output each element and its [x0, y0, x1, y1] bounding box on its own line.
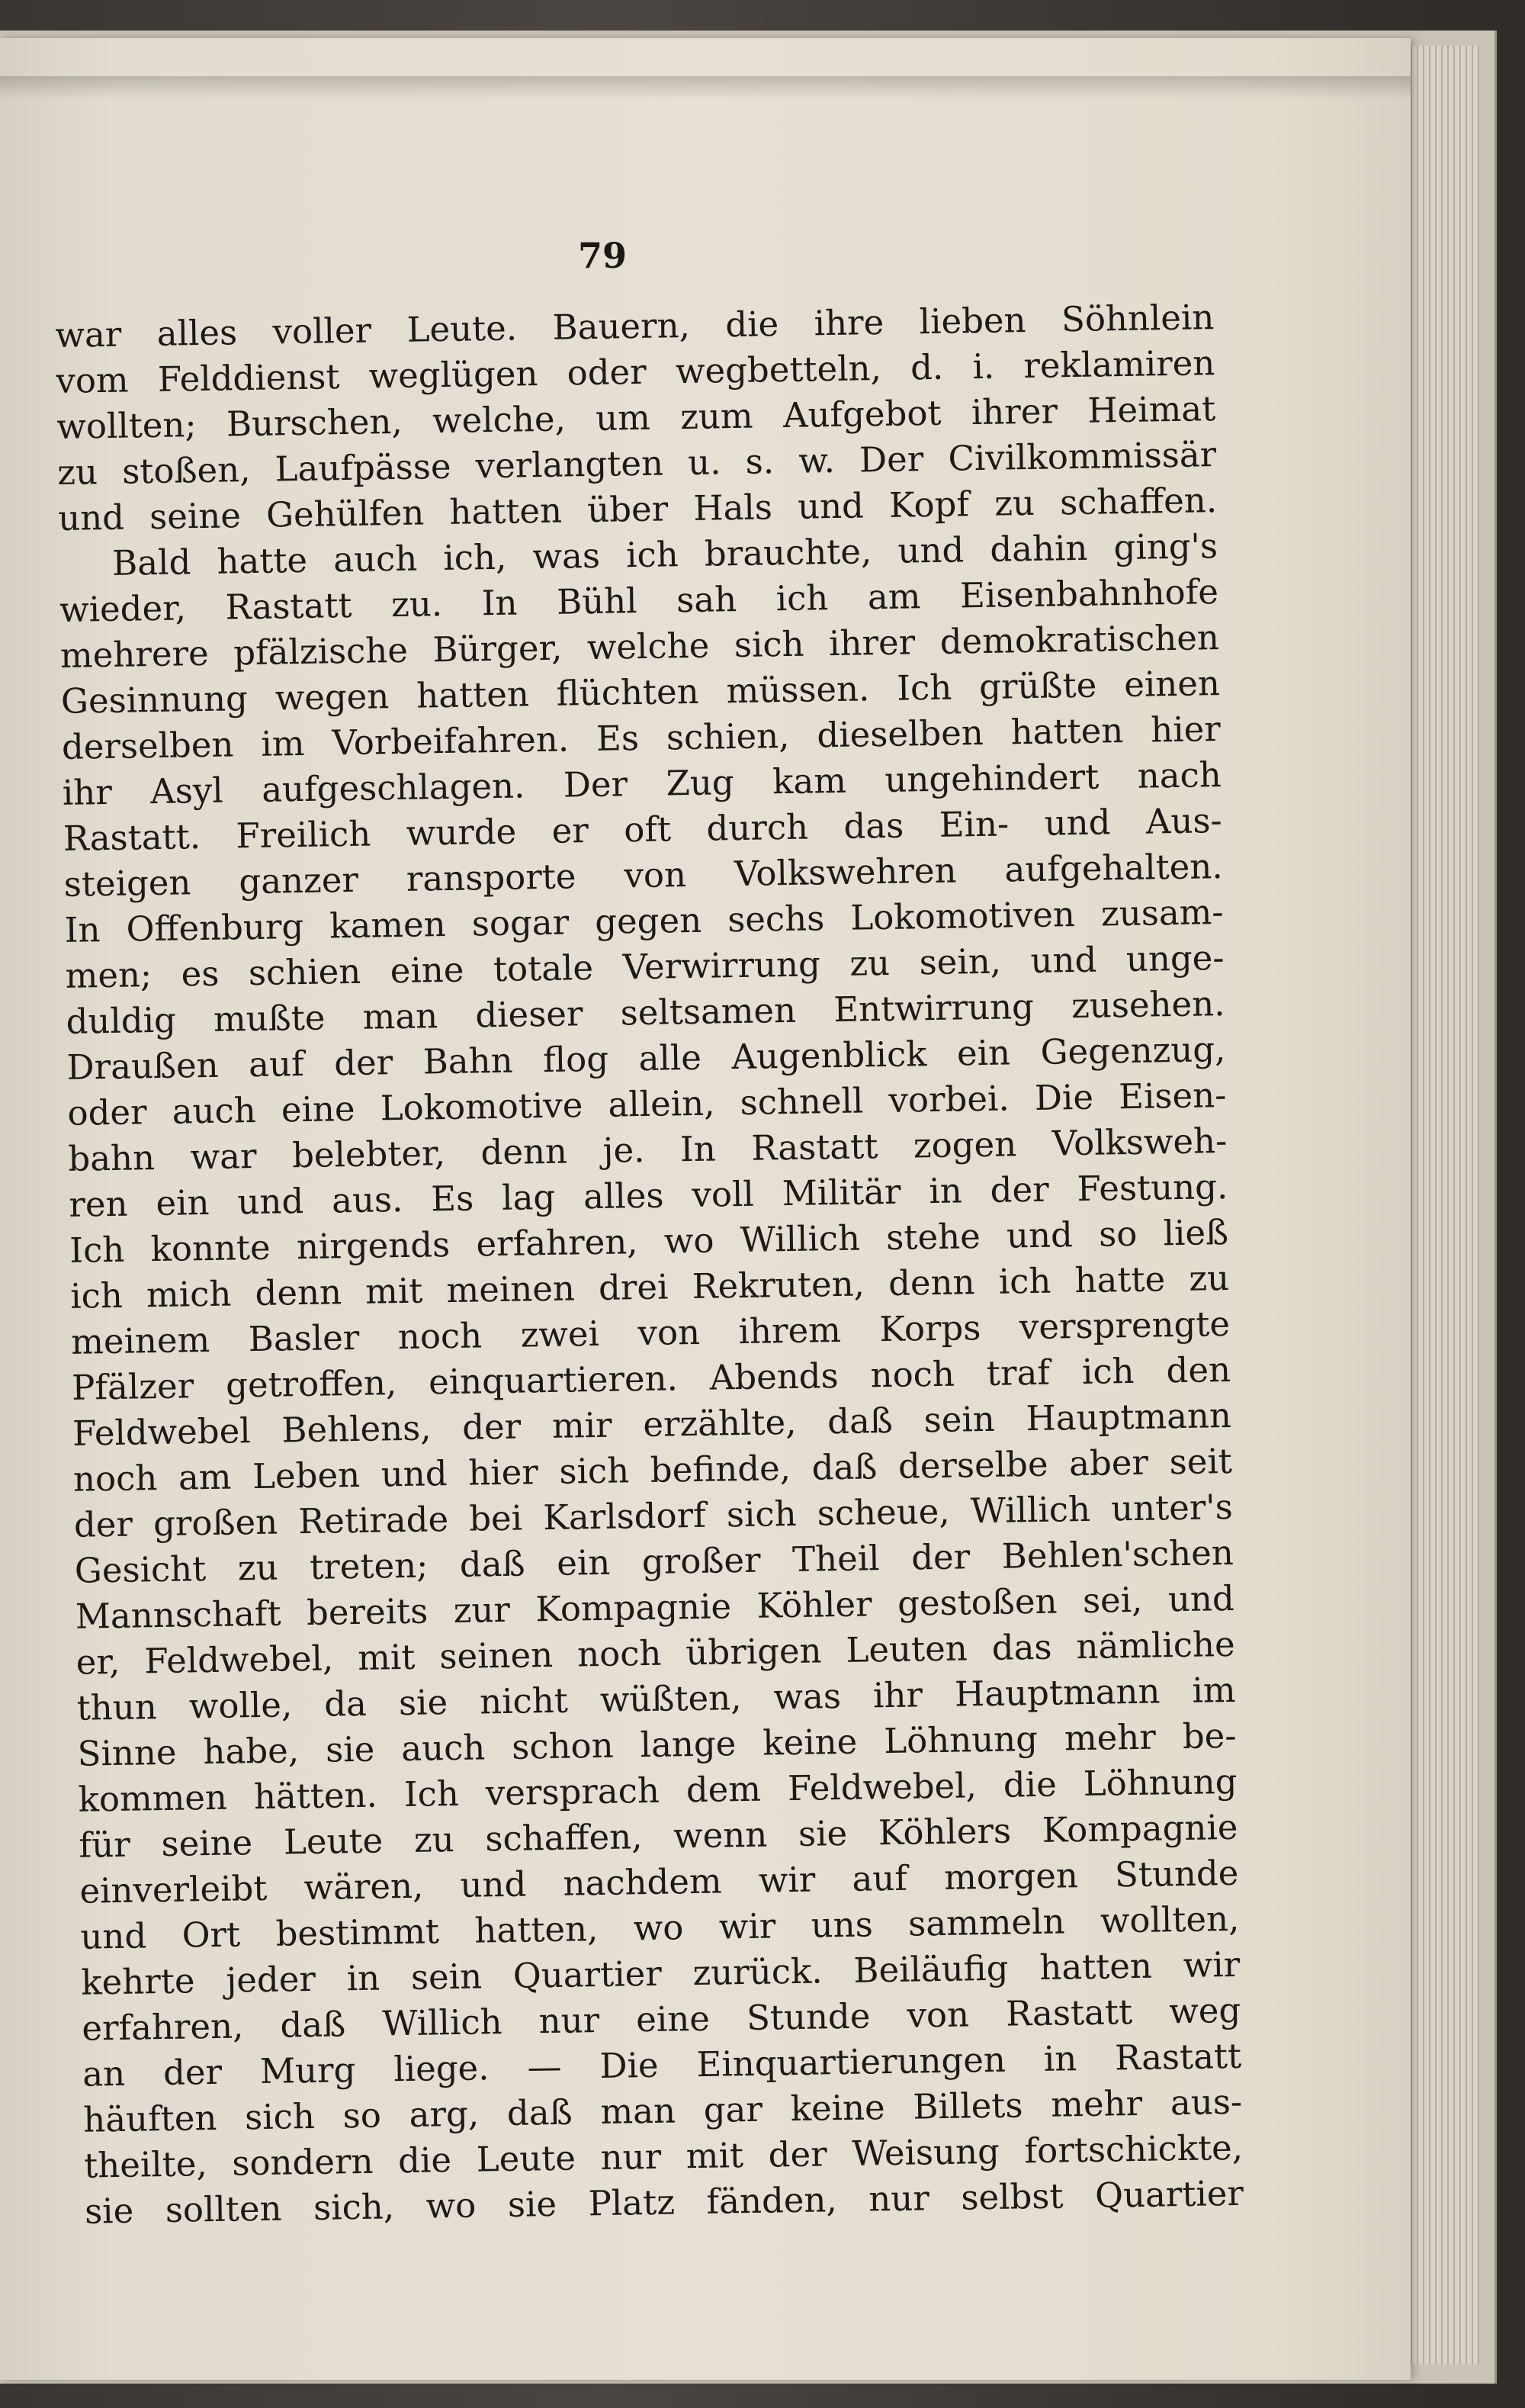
text-line: ich mich denn mit meinen drei Rekruten, denn ich hatte zu — [69, 1257, 1230, 1317]
text-line: Pfälzer getroffen, einquartieren. Abends noch traf ich den — [71, 1349, 1231, 1408]
text-line: einverleibt wären, und nachdem wir auf morgen Stunde — [79, 1852, 1239, 1911]
text-line: meinem Basler noch zwei von ihrem Korps versprengte — [70, 1303, 1231, 1362]
text-line: war alles voller Leute. Bauern, die ihre lieben Söhnlein — [55, 297, 1215, 355]
page-shadow — [0, 76, 1411, 99]
text-line: Mannschaft bereits zur Kompagnie Köhler gestoßen sei, und — [75, 1577, 1235, 1637]
text-line: an der Murg liege. — Die Einquartierungen in Rastatt — [82, 2035, 1242, 2095]
text-line: Rastatt. Freilich wurde er oft durch das Ein- und Aus- — [63, 800, 1223, 859]
text-line: kehrte jeder in sein Quartier zurück. Beiläufig hatten wir — [80, 1943, 1241, 2003]
text-line: derselben im Vorbeifahren. Es schien, dieselben hatten hier — [61, 709, 1222, 767]
text-line: noch am Leben und hier sich befinde, daß derselbe aber seit — [72, 1440, 1233, 1500]
page-number: 79 — [577, 235, 627, 276]
text-line: zu stoßen, Laufpässe verlangten u. s. w. Der Civilkommissär — [56, 434, 1217, 493]
text-line: und seine Gehülfen hatten über Hals und Kopf zu schaffen. — [57, 480, 1218, 539]
text-line: ren ein und aus. Es lag alles voll Militär in der Festung. — [68, 1165, 1228, 1225]
text-line: theilte, sondern die Leute nur mit der Weisung fortschickte, — [83, 2127, 1244, 2186]
text-line: Ich konnte nirgends erfahren, wo Willich stehe und so ließ — [69, 1211, 1229, 1271]
text-line: häuften sich so arg, daß man gar keine Billets mehr aus- — [82, 2081, 1243, 2140]
text-line: Sinne habe, sie auch schon lange keine Löhnung mehr be- — [77, 1715, 1237, 1774]
body-text — [55, 294, 1244, 2235]
text-line: mehrere pfälzische Bürger, welche sich ihrer demokratischen — [59, 617, 1220, 676]
text-line: In Offenburg kamen sogar gegen sechs Lokomotiven zusam- — [64, 892, 1224, 950]
text-line: er, Feldwebel, mit seinen noch übrigen Leuten das nämliche — [75, 1623, 1236, 1683]
text-line: steigen ganzer ransporte von Volkswehren aufgehalten. — [63, 846, 1224, 905]
text-line: der großen Retirade bei Karlsdorf sich scheue, Willich unter's — [73, 1486, 1234, 1545]
text-line: men; es schien eine totale Verwirrung zu sein, und unge- — [65, 937, 1225, 996]
text-line: Bald hatte auch ich, was ich brauchte, und dahin ging's — [111, 526, 1218, 584]
text-line: Gesicht zu treten; daß ein großer Theil der Behlen'schen — [74, 1532, 1234, 1591]
text-line: erfahren, daß Willich nur eine Stunde von Rastatt weg — [81, 1989, 1241, 2049]
text-line: wieder, Rastatt zu. In Bühl sah ich am Eisenbahnhofe — [59, 571, 1219, 630]
text-line: oder auch eine Lokomotive allein, schnell vorbei. Die Eisen- — [67, 1074, 1227, 1133]
text-line: Draußen auf der Bahn flog alle Augenblick ein Gegenzug, — [66, 1029, 1226, 1088]
text-line: Feldwebel Behlens, der mir erzählte, daß sein Hauptmann — [72, 1394, 1232, 1454]
text-line: und Ort bestimmt hatten, wo wir uns sammeln wollten, — [80, 1898, 1240, 1957]
text-line: kommen hätten. Ich versprach dem Feldwebel, die Löhnung — [78, 1760, 1238, 1820]
text-line: bahn war belebter, denn je. In Rastatt zogen Volksweh- — [68, 1120, 1228, 1179]
text-line: wollten; Burschen, welche, um zum Aufgebot ihrer Heimat — [56, 388, 1216, 447]
text-line: vom Felddienst weglügen oder wegbetteln, d. i. reklamiren — [55, 342, 1215, 401]
text-line: ihr Asyl aufgeschlagen. Der Zug kam ungehindert nach — [62, 754, 1222, 813]
text-line: Gesinnung wegen hatten flüchten müssen. Ich grüßte einen — [60, 663, 1221, 722]
text-line: thun wolle, da sie nicht wüßten, was ihr Hauptmann im — [76, 1669, 1236, 1728]
text-line: duldig mußte man dieser seltsamen Entwirrung zusehen. — [66, 983, 1225, 1042]
book-page — [0, 38, 1411, 2380]
text-line: für seine Leute zu schaffen, wenn sie Köhlers Kompagnie — [79, 1806, 1238, 1866]
text-line: sie sollten sich, wo sie Platz fänden, nur selbst Quartier — [84, 2172, 1244, 2232]
